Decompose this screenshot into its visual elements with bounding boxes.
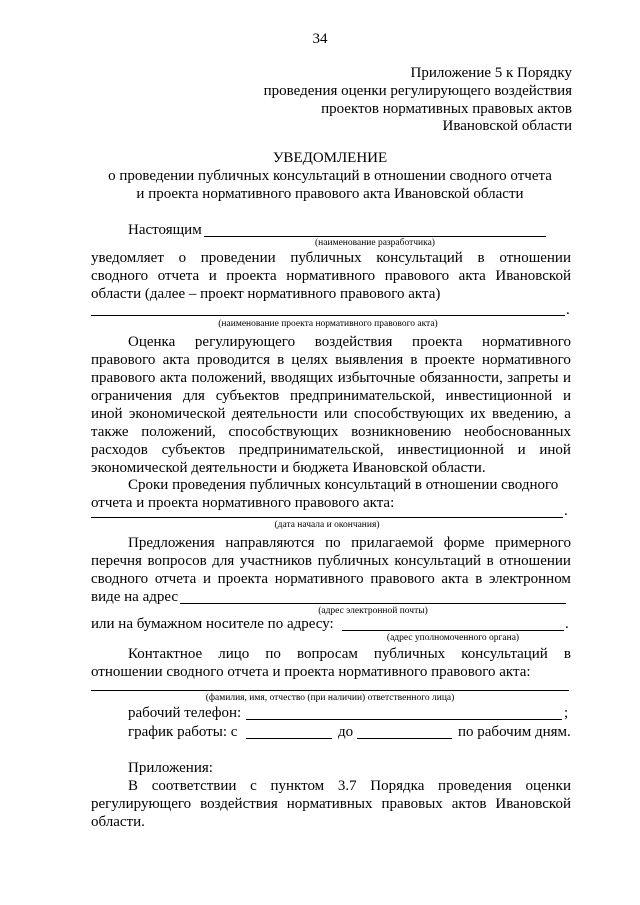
schedule-label: график работы: с [128, 724, 238, 740]
period-1: . [566, 302, 570, 318]
authority-address-field[interactable] [342, 630, 564, 631]
paragraph-2-line-1: Оценка регулирующего воздействия проекта нормативного [128, 334, 571, 350]
attachments-line-1: В соответствии с пунктом 3.7 Порядка проведения оценки [128, 778, 571, 794]
subtitle-line-1: о проведении публичных консультаций в отношении сводного отчета [108, 168, 552, 184]
paragraph-2-line-8: экономической деятельности и бюджета Ивановской области. [91, 460, 486, 476]
caption-authority: (адрес уполномоченного органа) [386, 633, 520, 643]
work-phone-label: рабочий телефон: [128, 705, 242, 721]
paper-address-label: или на бумажном носителе по адресу: [91, 616, 334, 632]
work-phone-field[interactable] [246, 719, 562, 720]
paragraph-2-line-4: ограничения для субъектов предпринимательской, инвестиционной и [91, 388, 571, 404]
schedule-days-label: по рабочим дням. [458, 724, 571, 740]
subtitle-line-2: и проекта нормативного правового акта Ивановской области [136, 186, 524, 202]
paragraph-5-line-1: Контактное лицо по вопросам публичных консультаций в [128, 646, 571, 662]
paragraph-2-line-7: расходов субъектов предпринимательской, инвестиционной и иной [91, 442, 571, 458]
schedule-to-label: до [338, 724, 354, 740]
appendix-line-4: Ивановской области [442, 118, 572, 134]
email-field[interactable] [180, 603, 566, 604]
caption-dates: (дата начала и окончания) [274, 520, 380, 530]
attachments-label: Приложения: [128, 760, 213, 776]
paragraph-5-line-2: отношении сводного отчета и проекта нормативного правового акта: [91, 664, 531, 680]
appendix-line-2: проведения оценки регулирующего воздействия [263, 83, 572, 99]
attachments-line-2: регулирующего воздействия нормативных правовых актов Ивановской [91, 796, 571, 812]
paragraph-1-line-3: области (далее – проект нормативного правового акта) [91, 286, 441, 302]
paragraph-3-line-1: Сроки проведения публичных консультаций в отношении сводного [128, 477, 559, 493]
paragraph-2-line-5: иной экономической деятельности или способствующих их введению, а [91, 406, 571, 422]
period-3: . [565, 616, 569, 632]
page-number: 34 [312, 31, 328, 47]
caption-email: (адрес электронной почты) [318, 606, 428, 616]
period-2: . [564, 503, 568, 519]
nastoyashchim-label: Настоящим [128, 222, 202, 238]
document-title: УВЕДОМЛЕНИЕ [272, 150, 388, 166]
paragraph-2-line-2: правового акта проводится в целях выявления в проекте нормативного [91, 352, 571, 368]
appendix-line-3: проектов нормативных правовых актов [321, 101, 572, 117]
act-name-field[interactable] [91, 315, 565, 316]
paragraph-2-line-6: также положений, способствующих возникновению необоснованных [91, 424, 571, 440]
caption-developer: (наименование разработчика) [315, 238, 435, 248]
paragraph-1-line-2: сводного отчета и проекта нормативного правового акта Ивановской [91, 268, 571, 284]
contact-person-field[interactable] [91, 690, 569, 691]
paragraph-4-line-3: сводного отчета и проекта нормативного правового акта в электронном [91, 571, 571, 587]
paragraph-4-line-2: перечня вопросов для участников публичных консультаций в отношении [91, 553, 571, 569]
dates-field[interactable] [91, 517, 563, 518]
paragraph-1-line-1: уведомляет о проведении публичных консультаций в отношении [91, 250, 571, 266]
developer-name-field[interactable] [204, 236, 546, 237]
schedule-from-field[interactable] [246, 738, 332, 739]
appendix-line-1: Приложение 5 к Порядку [410, 65, 572, 81]
attachments-line-3: области. [91, 814, 145, 830]
caption-contact: (фамилия, имя, отчество (при наличии) ответственного лица) [205, 693, 455, 703]
semicolon: ; [564, 705, 569, 721]
paragraph-3-line-2: отчета и проекта нормативного правового акта: [91, 495, 395, 511]
caption-act-name: (наименование проекта нормативного правового акта) [218, 319, 438, 329]
paragraph-4-line-1: Предложения направляются по прилагаемой форме примерного [128, 535, 571, 551]
paragraph-4-line-4: виде на адрес [91, 589, 179, 605]
schedule-to-field[interactable] [357, 738, 452, 739]
paragraph-2-line-3: правового акта положений, вводящих избыточные обязанности, запреты и [91, 370, 571, 386]
